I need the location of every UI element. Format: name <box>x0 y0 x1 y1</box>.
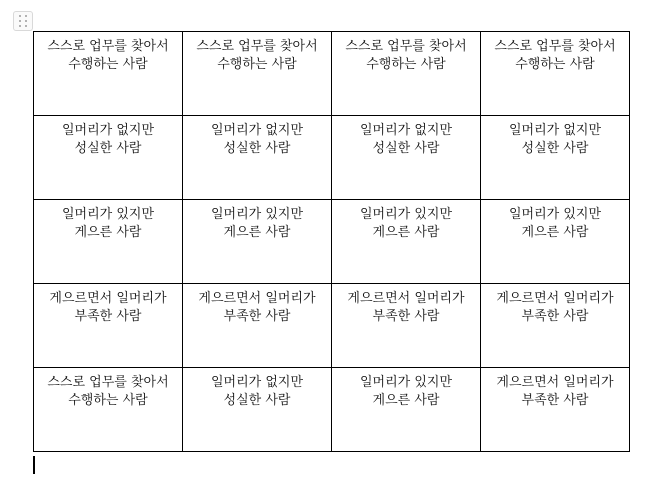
document-table <box>33 31 630 452</box>
table-drag-handle-icon[interactable] <box>13 11 33 31</box>
handle-dot <box>25 20 27 22</box>
table-row <box>34 32 630 116</box>
table-row <box>34 368 630 452</box>
table-cell[interactable]: 게으르면서 일머리가 부족한 사람 <box>183 284 332 368</box>
handle-dot <box>19 15 21 17</box>
table-cell[interactable]: 일머리가 없지만 성실한 사람 <box>332 116 481 200</box>
table-cell[interactable]: 스스로 업무를 찾아서 수행하는 사람 <box>34 32 183 116</box>
table-cell[interactable]: 게으르면서 일머리가 부족한 사람 <box>481 284 630 368</box>
table-body <box>34 32 630 452</box>
handle-dot <box>25 15 27 17</box>
table-cell[interactable]: 스스로 업무를 찾아서 수행하는 사람 <box>183 32 332 116</box>
table-cell[interactable]: 게으르면서 일머리가 부족한 사람 <box>481 368 630 452</box>
table-cell[interactable]: 일머리가 있지만 게으른 사람 <box>34 200 183 284</box>
table-cell[interactable]: 일머리가 없지만 성실한 사람 <box>481 116 630 200</box>
handle-dot <box>19 25 21 27</box>
table-cell[interactable]: 게으르면서 일머리가 부족한 사람 <box>332 284 481 368</box>
table-cell[interactable]: 스스로 업무를 찾아서 수행하는 사람 <box>34 368 183 452</box>
handle-dot <box>19 20 21 22</box>
table-row <box>34 116 630 200</box>
table-cell[interactable]: 일머리가 없지만 성실한 사람 <box>183 368 332 452</box>
text-caret <box>33 456 35 474</box>
table-cell[interactable]: 일머리가 있지만 게으른 사람 <box>481 200 630 284</box>
table-cell[interactable]: 일머리가 있지만 게으른 사람 <box>332 368 481 452</box>
table-cell[interactable]: 일머리가 없지만 성실한 사람 <box>183 116 332 200</box>
table-row <box>34 200 630 284</box>
table-cell[interactable]: 스스로 업무를 찾아서 수행하는 사람 <box>332 32 481 116</box>
handle-dot <box>25 25 27 27</box>
table-row <box>34 284 630 368</box>
table-cell[interactable]: 일머리가 있지만 게으른 사람 <box>183 200 332 284</box>
table-cell[interactable]: 일머리가 있지만 게으른 사람 <box>332 200 481 284</box>
table-cell[interactable]: 게으르면서 일머리가 부족한 사람 <box>34 284 183 368</box>
table-cell[interactable]: 스스로 업무를 찾아서 수행하는 사람 <box>481 32 630 116</box>
table-cell[interactable]: 일머리가 없지만 성실한 사람 <box>34 116 183 200</box>
